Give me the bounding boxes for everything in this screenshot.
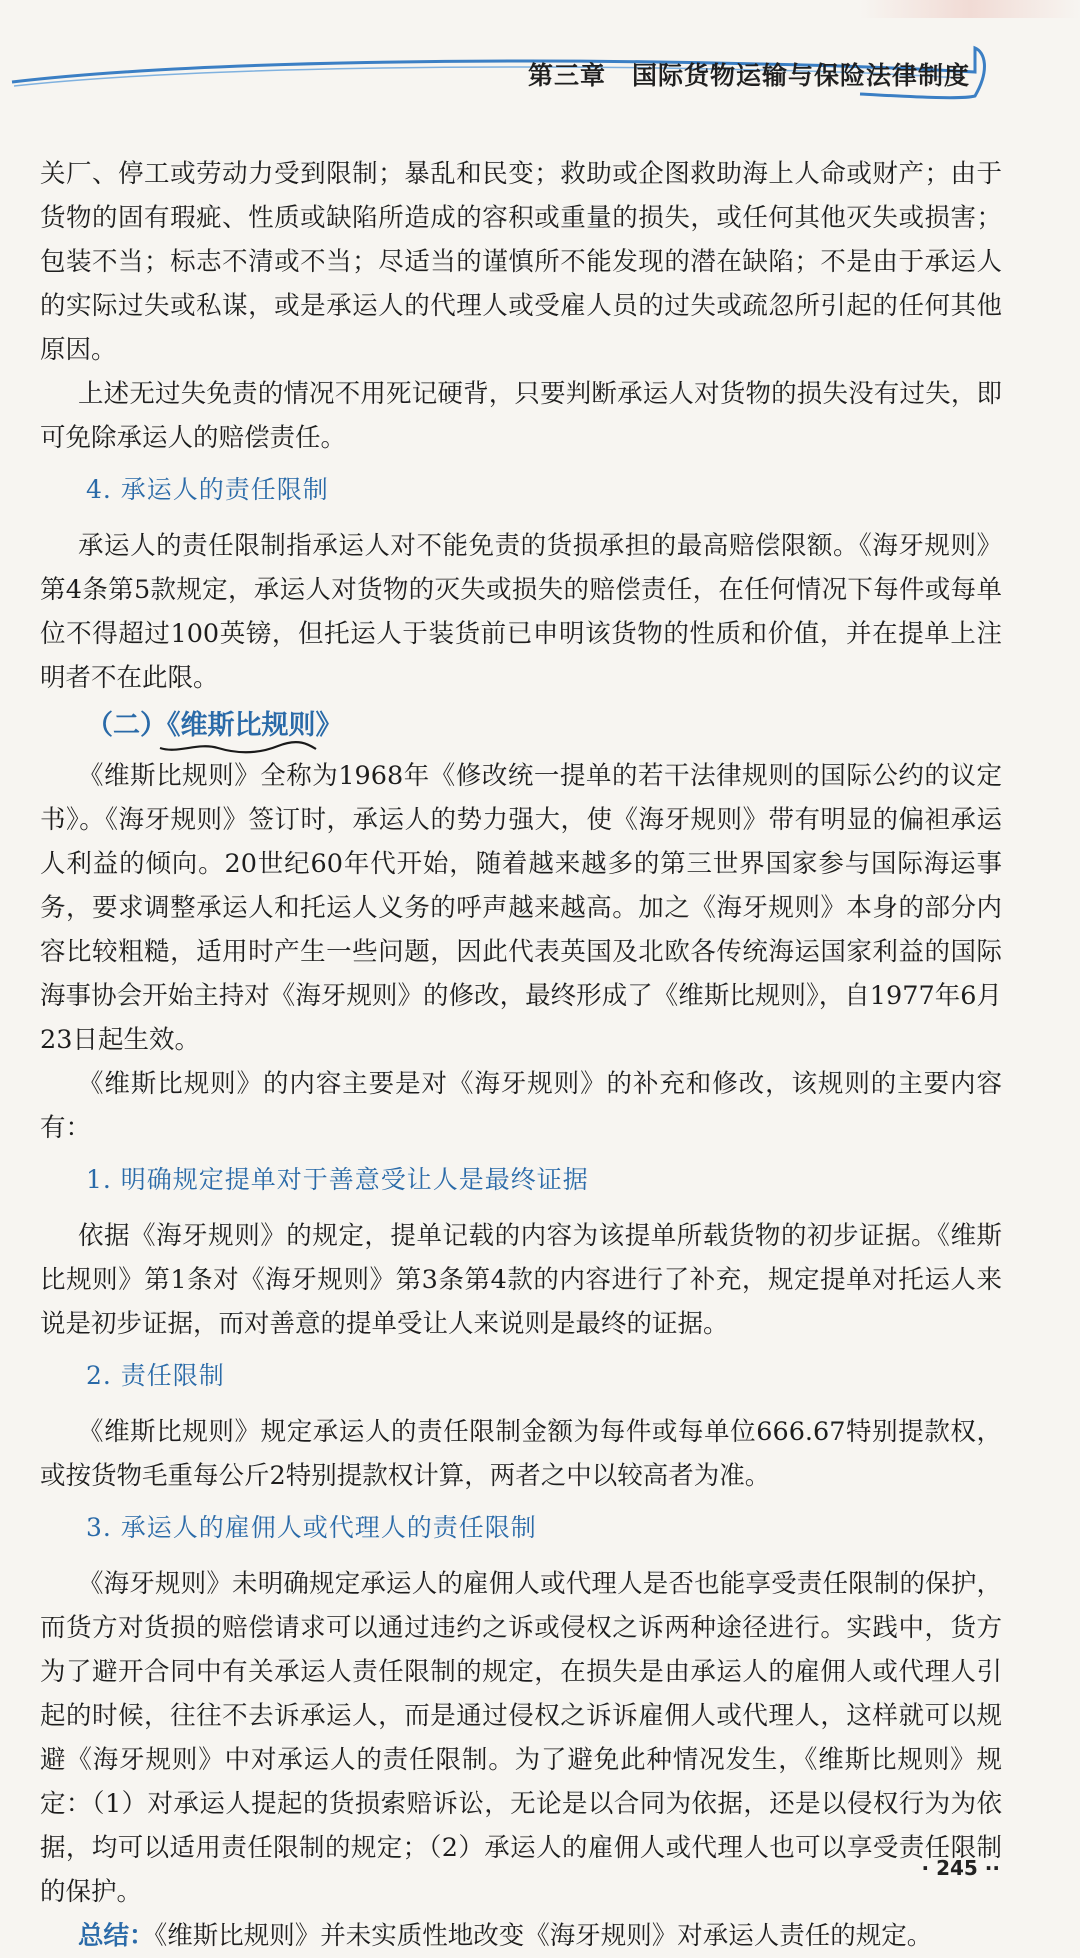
paragraph-visby-contents: 《维斯比规则》的内容主要是对《海牙规则》的补充和修改，该规则的主要内容有：	[40, 1069, 1002, 1143]
summary-label: 总结：	[78, 1921, 155, 1951]
header-swoosh	[0, 0, 1080, 110]
subheading-conclusive-evidence: 1. 明确规定提单对于善意受让人是最终证据	[86, 1165, 589, 1194]
paragraph-servants-agents: 《海牙规则》未明确规定承运人的雇佣人或代理人是否也能享受责任限制的保护，而货方对货损的赔偿请求可以通过违约之诉或侵权之诉两种途径进行。实践中，货方为了避开合同中有关承运人责任限制的规定，在损失是由承运人的雇佣人或代理人引起的时候，往往不去诉承运人，而是通过侵权之诉诉雇佣人或代理人，这样就可以规避《海牙规则》中对承运人的责任限制。为了避免此种情况发生，《维斯比规则》规定：（1）对承运人提起的货损索赔诉讼，无论是以合同为依据，还是以侵权行为为依据，均可以适用责任限制的规定；（2）承运人的雇佣人或代理人也可以享受责任限制的保护。	[40, 1569, 1002, 1907]
paragraph-hague-limit: 承运人的责任限制指承运人对不能免责的货损承担的最高赔偿限额。《海牙规则》第4条第5款规定，承运人对货物的灭失或损失的赔偿责任，在任何情况下每件或每单位不得超过100英镑，但托运人于装货前已申明该货物的性质和价值，并在提单上注明者不在此限。	[40, 531, 1002, 693]
subheading-liability-limit: 4. 承运人的责任限制	[86, 475, 329, 504]
subheading-limitation: 2. 责任限制	[86, 1361, 225, 1390]
summary-text: 《维斯比规则》并未实质性地改变《海牙规则》对承运人责任的规定。	[154, 1921, 933, 1951]
paragraph-exemptions: 关厂、停工或劳动力受到限制；暴乱和民变；救助或企图救助海上人命或财产；由于货物的固有瑕疵、性质或缺陷所造成的容积或重量的损失，或任何其他灭失或损害；包装不当；标志不清或不当；尽适当的谨慎所不能发现的潜在缺陷；不是由于承运人的实际过失或私谋，或是承运人的代理人或受雇人员的过失或疏忽所引起的任何其他原因。	[40, 159, 1002, 365]
section-title-visby	[86, 704, 343, 748]
paragraph-visby-intro: 《维斯比规则》全称为1968年《修改统一提单的若干法律规则的国际公约的议定书》。《海牙规则》签订时，承运人的势力强大，使《海牙规则》带有明显的偏袒承运人利益的倾向。20世纪60年代开始，随着越来越多的第三世界国家参与国际海运事务，要求调整承运人和托运人义务的呼声越来越高。加之《海牙规则》本身的部分内容比较粗糙，适用时产生一些问题，因此代表英国及北欧各传统海运国家利益的国际海事协会开始主持对《海牙规则》的修改，最终形成了《维斯比规则》，自1977年6月23日起生效。	[40, 761, 1002, 1055]
paragraph-no-fault-note: 上述无过失免责的情况不用死记硬背，只要判断承运人对货物的损失没有过失，即可免除承运人的赔偿责任。	[40, 379, 1002, 453]
page-header	[0, 0, 1080, 110]
subheading-servants-agents: 3. 承运人的雇佣人或代理人的责任限制	[86, 1513, 537, 1542]
paragraph-summary	[40, 1914, 1002, 1958]
chapter-title: 第三章 国际货物运输与保险法律制度	[527, 61, 970, 90]
handwritten-underline	[158, 740, 318, 756]
page-number: · 245 ··	[921, 1856, 1000, 1880]
paragraph-evidence: 依据《海牙规则》的规定，提单记载的内容为该提单所载货物的初步证据。《维斯比规则》第1条对《海牙规则》第3条第4款的内容进行了补充，规定提单对托运人来说是初步证据，而对善意的提单受让人来说则是最终的证据。	[40, 1221, 1002, 1339]
section-title-text: （二）《维斯比规则》	[86, 710, 343, 741]
page-content	[40, 152, 1002, 1958]
paragraph-sdr-limit: 《维斯比规则》规定承运人的责任限制金额为每件或每单位666.67特别提款权，或按货物毛重每公斤2特别提款权计算，两者之中以较高者为准。	[40, 1417, 1002, 1491]
